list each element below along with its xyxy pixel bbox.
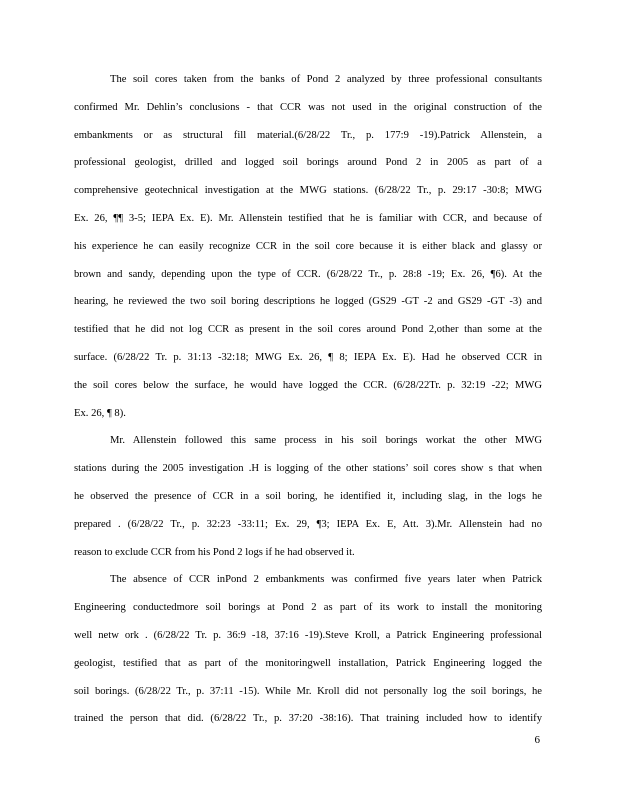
text-line: his experience he can easily recognize CCR in the soil core because it is either black and glassy or [74,240,542,252]
paragraph [74,431,542,570]
body-text [74,70,542,737]
text-line: embankments or as structural fill material.(6/28/22 Tr., p. 177:9 -19).Patrick Allenstein, a [74,129,542,141]
text-line: The absence of CCR inPond 2 embankments was confirmed five years later when Patrick [110,574,542,586]
text-line: Mr. Allenstein followed this same process in his soil borings workat the other MWG [110,435,542,447]
paragraph [74,70,542,431]
text-line: Engineering conductedmore soil borings at Pond 2 as part of its work to install the monitoring [74,602,542,614]
text-line: geologist, testified that as part of the monitoringwell installation, Patrick Engineering logged the [74,657,542,669]
text-line: professional geologist, drilled and logged soil borings around Pond 2 in 2005 as part of a [74,157,542,169]
text-line: hearing, he reviewed the two soil boring descriptions he logged (GS29 -GT -2 and GS29 -GT -3) and [74,296,542,308]
page-number: 6 [534,734,540,746]
text-line: he observed the presence of CCR in a soil boring, he identified it, including slag, in the logs he [74,490,542,502]
text-line: confirmed Mr. Dehlin’s conclusions - that CCR was not used in the original construction of the [74,101,542,113]
text-line: well netw ork . (6/28/22 Tr. p. 36:9 -18, 37:16 -19).Steve Kroll, a Patrick Engineering professional [74,629,542,641]
text-line: Ex. 26, ¶ 8). [74,407,126,419]
text-line: stations during the 2005 investigation .H is logging of the other stations’ soil cores show s that when [74,463,542,475]
text-line: trained the person that did. (6/28/22 Tr., p. 37:20 -38:16). That training included how to identify [74,713,542,725]
text-line: the soil cores below the surface, he would have logged the CCR. (6/28/22Tr. p. 32:19 -22; MWG [74,379,542,391]
text-line: brown and sandy, depending upon the type of CCR. (6/28/22 Tr., p. 28:8 -19; Ex. 26, ¶6). At the [74,268,542,280]
text-line: surface. (6/28/22 Tr. p. 31:13 -32:18; MWG Ex. 26, ¶ 8; IEPA Ex. E). Had he observed CCR in [74,351,542,363]
text-line: testified that he did not log CCR as present in the soil cores around Pond 2,other than some at the [74,324,542,336]
paragraph [74,570,542,737]
text-line: Ex. 26, ¶¶ 3-5; IEPA Ex. E). Mr. Allenstein testified that he is familiar with CCR, and because of [74,212,542,224]
text-line: prepared . (6/28/22 Tr., p. 32:23 -33:11; Ex. 29, ¶3; IEPA Ex. E, Att. 3).Mr. Allenstein had no [74,518,542,530]
text-line: The soil cores taken from the banks of Pond 2 analyzed by three professional consultants [110,74,542,85]
text-line: comprehensive geotechnical investigation at the MWG stations. (6/28/22 Tr., p. 29:17 -30:8; MWG [74,185,542,197]
text-line: reason to exclude CCR from his Pond 2 logs if he had observed it. [74,546,355,558]
text-line: soil borings. (6/28/22 Tr., p. 37:11 -15). While Mr. Kroll did not personally log the soil borings, he [74,685,542,697]
